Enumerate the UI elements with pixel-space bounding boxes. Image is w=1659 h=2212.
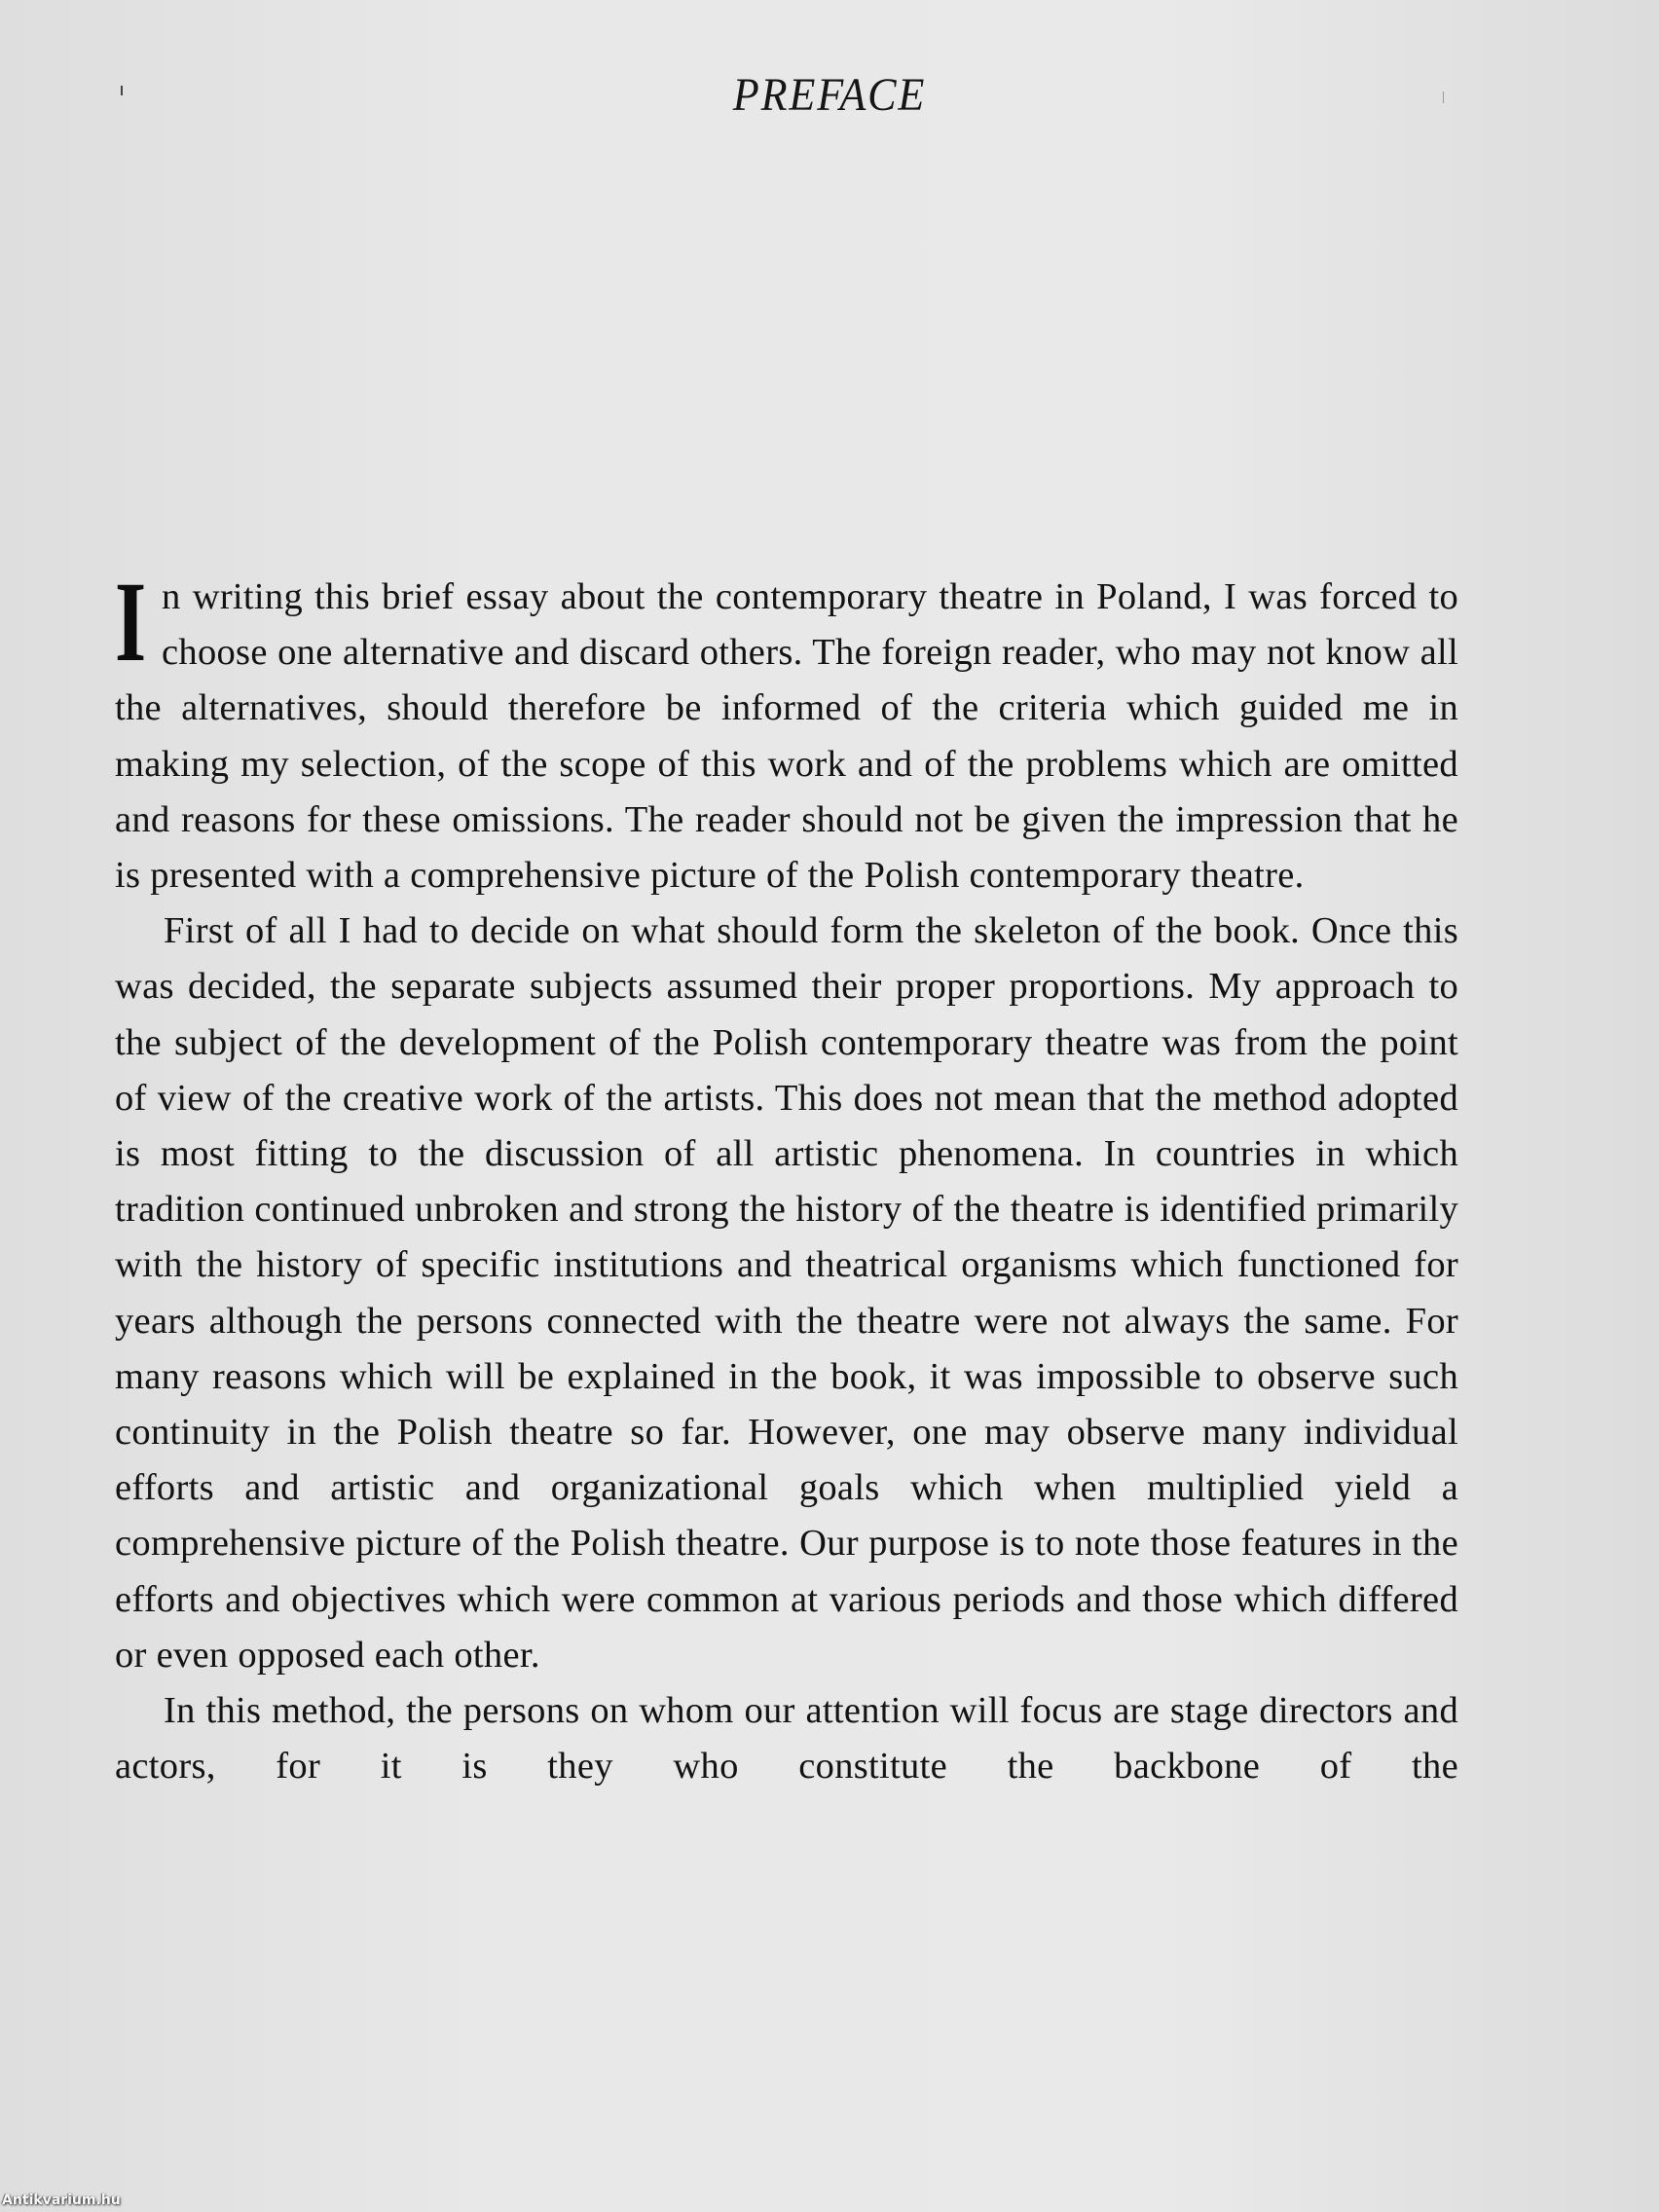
body-text [115, 558, 1458, 1794]
page-title: PREFACE [732, 69, 927, 121]
watermark: Antikvarium.hu [2, 2193, 121, 2208]
paragraph-2: First of all I had to decide on what should form the skeleton of the book. Once this was decided, the separate subjects assumed their proper proportions. My approach to the subject of the development of the Polish contemporary theatre was from the point of view of the creative work of the artists. This does not mean that the method adopted is most fitting to the discussion of all artistic phenomena. In countries in which tradition continued unbroken and strong the history of the theatre is identified primarily with the history of specific institutions and theatrical organisms which functioned for years although the persons connected with the theatre were not always the same. For many reasons which will be explained in the book, it was impossible to observe such continuity in the Polish theatre so far. However, one may observe many individual efforts and artistic and organizational goals which when multiplied yield a comprehensive picture of the Polish theatre. Our purpose is to note those features in the efforts and objectives which were common at various periods and those which differed or even opposed each other. [115, 910, 1458, 1676]
drop-cap: I [115, 558, 147, 685]
paragraph-1 [115, 558, 1458, 903]
paragraph-1-text: n writing this brief essay about the contemporary theatre in Poland, I was forced to choose one alternative and discard others. The foreign reader, who may not know all the alternatives, should therefore be informed of the criteria which guided me in making my selection, of the scope of this work and of the problems which are omitted and reasons for these omissions. The reader should not be given the impression that he is presented with a comprehensive picture of the Polish contemporary theatre. [115, 576, 1458, 897]
paragraph-3: In this method, the persons on whom our attention will focus are stage directors and actors, for it is they who constitute the backbone of the [115, 1690, 1458, 1788]
